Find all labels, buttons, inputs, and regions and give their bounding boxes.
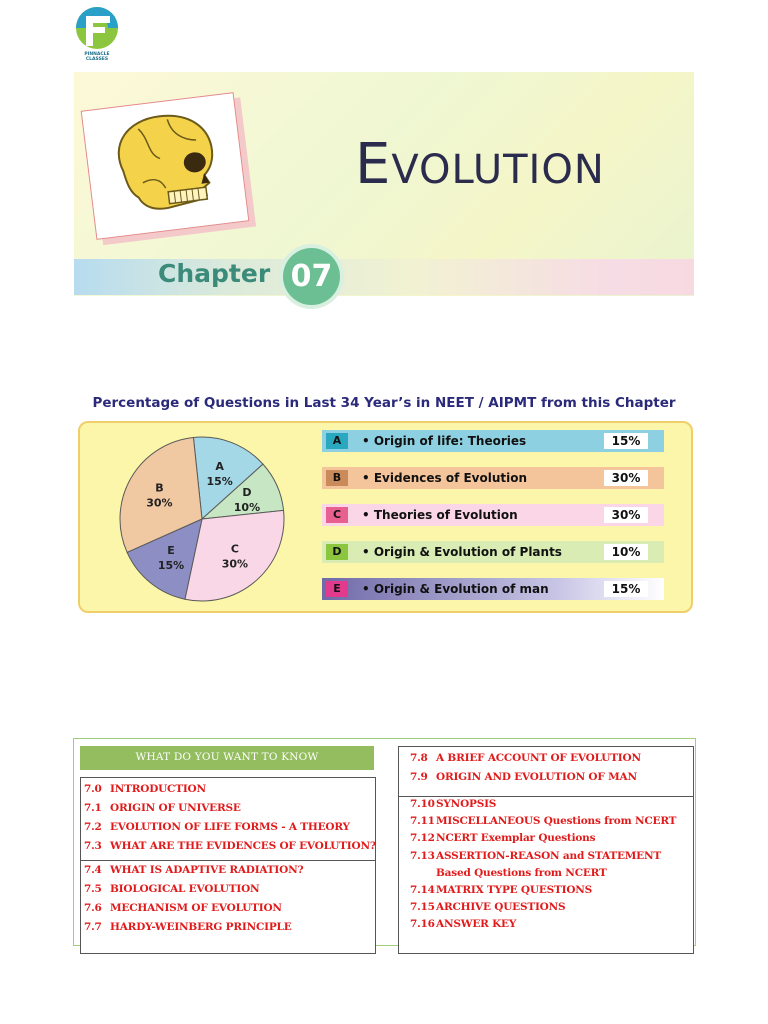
toc-item-label: MISCELLANEOUS Questions from NCERT	[436, 815, 677, 828]
chapter-number-badge: 07	[283, 248, 340, 305]
toc-item[interactable]	[84, 802, 241, 814]
toc-item[interactable]	[410, 798, 496, 810]
legend-row-c	[322, 504, 664, 526]
toc-item[interactable]	[410, 901, 565, 913]
chapter-title	[355, 132, 605, 197]
legend-row-b	[322, 467, 664, 489]
toc-item-label: ORIGIN OF UNIVERSE	[110, 802, 241, 814]
toc-item-number: 7.4	[84, 864, 102, 876]
legend-percentage: 10%	[604, 544, 648, 560]
toc-item[interactable]	[410, 832, 595, 844]
skull-illustration-card	[81, 92, 250, 240]
toc-item[interactable]	[84, 921, 292, 933]
legend-text: • Origin of life: Theories	[362, 434, 527, 448]
toc-item-label: MATRIX TYPE QUESTIONS	[436, 884, 593, 896]
logo-wordmark	[72, 52, 122, 62]
pie-slice-letter-a: A	[215, 460, 224, 474]
stats-heading: Percentage of Questions in Last 34 Year’s in NEET / AIPMT from this Chapter	[92, 395, 676, 411]
toc-item[interactable]	[84, 902, 282, 914]
pie-slice-value-b: 30%	[146, 496, 173, 510]
toc-item[interactable]	[410, 918, 516, 930]
pie-slice-value-e: 15%	[157, 559, 185, 573]
legend-percentage: 30%	[604, 507, 648, 523]
pie-chart	[117, 434, 287, 604]
legend-text: • Theories of Evolution	[362, 508, 518, 522]
legend-percentage: 15%	[604, 433, 648, 449]
logo-text-line2: CLASSES	[85, 57, 109, 62]
toc-item[interactable]	[84, 840, 376, 852]
pinnacle-logo	[72, 6, 122, 66]
toc-item-label: HARDY-WEINBERG PRINCIPLE	[110, 921, 292, 933]
toc-item-label: INTRODUCTION	[110, 783, 206, 795]
toc-item-number: 7.3	[84, 840, 102, 852]
logo-text-line1: PINNACLE	[84, 52, 110, 57]
toc-item-number: 7.11	[410, 815, 435, 828]
chapter-title-rest: VOLUTION	[391, 147, 605, 193]
legend-row-e	[322, 578, 664, 600]
toc-item-number: 7.9	[410, 771, 428, 783]
toc-item-number: 7.10	[410, 798, 435, 810]
contents-header: WHAT DO YOU WANT TO KNOW	[80, 746, 374, 770]
legend-text: • Origin & Evolution of Plants	[362, 545, 562, 559]
toc-item-number: 7.2	[84, 821, 102, 833]
toc-item[interactable]	[410, 867, 607, 879]
pie-slice-value-c: 30%	[221, 557, 249, 571]
toc-item[interactable]	[410, 771, 637, 783]
toc-item-label: NCERT Exemplar Questions	[436, 832, 596, 845]
legend-letter: B	[326, 470, 348, 486]
legend-text: • Evidences of Evolution	[362, 471, 528, 485]
legend-letter: C	[326, 507, 348, 523]
chapter-title-initial: E	[355, 132, 392, 197]
legend-letter: A	[326, 433, 348, 449]
toc-item-label: ORIGIN AND EVOLUTION OF MAN	[436, 771, 637, 783]
toc-item-label: BIOLOGICAL EVOLUTION	[110, 883, 260, 895]
toc-item[interactable]	[84, 883, 259, 895]
legend-text: • Origin & Evolution of man	[362, 582, 549, 596]
legend-percentage: 15%	[604, 581, 648, 597]
logo-icon	[72, 6, 122, 52]
toc-item-number: 7.14	[410, 884, 435, 896]
toc-item-number: 7.0	[84, 783, 102, 795]
legend-percentage: 30%	[604, 470, 648, 486]
toc-item[interactable]	[84, 821, 350, 833]
toc-item-number: 7.1	[84, 802, 102, 814]
toc-item-number: 7.8	[410, 752, 428, 764]
legend-row-a	[322, 430, 664, 452]
toc-item-label: ANSWER KEY	[436, 918, 517, 931]
toc-item[interactable]	[410, 850, 661, 862]
pie-slice-letter-b: B	[155, 481, 164, 495]
toc-item-number: 7.7	[84, 921, 102, 933]
pie-slice-letter-e: E	[167, 544, 175, 558]
legend-letter: E	[326, 581, 348, 597]
toc-item-label: ARCHIVE QUESTIONS	[436, 901, 566, 914]
toc-item-label: WHAT ARE THE EVIDENCES OF EVOLUTION?	[110, 840, 376, 852]
legend-row-d	[322, 541, 664, 563]
toc-item[interactable]	[84, 864, 303, 876]
toc-item-number: 7.13	[410, 849, 435, 862]
toc-item-number: 7.5	[84, 883, 102, 895]
pie-slice-value-d: 10%	[233, 500, 261, 514]
toc-item-number: 7.15	[410, 901, 435, 914]
toc-item-number: 7.12	[410, 832, 435, 845]
toc-item-number: 7.16	[410, 918, 435, 931]
toc-item-label: Based Questions from NCERT	[436, 866, 607, 879]
legend-letter: D	[326, 544, 348, 560]
toc-item[interactable]	[410, 815, 676, 827]
toc-item[interactable]	[410, 752, 641, 764]
pie-slice-letter-d: D	[242, 485, 252, 499]
toc-item-label: ASSERTION-REASON and STATEMENT	[436, 849, 661, 862]
toc-item-number: 7.6	[84, 902, 102, 914]
toc-item-label: A BRIEF ACCOUNT OF EVOLUTION	[436, 752, 641, 764]
toc-item-label: EVOLUTION OF LIFE FORMS - A THEORY	[110, 821, 350, 833]
pie-slice-letter-c: C	[230, 542, 239, 556]
toc-item-label: SYNOPSIS	[436, 798, 497, 810]
skull-icon	[96, 101, 233, 229]
toc-item[interactable]	[410, 884, 592, 896]
toc-item-label: MECHANISM OF EVOLUTION	[110, 902, 282, 914]
pie-slice-value-a: 15%	[206, 475, 233, 489]
toc-item-label: WHAT IS ADAPTIVE RADIATION?	[110, 864, 304, 876]
toc-item[interactable]	[84, 783, 206, 795]
chapter-label: Chapter	[158, 259, 271, 288]
